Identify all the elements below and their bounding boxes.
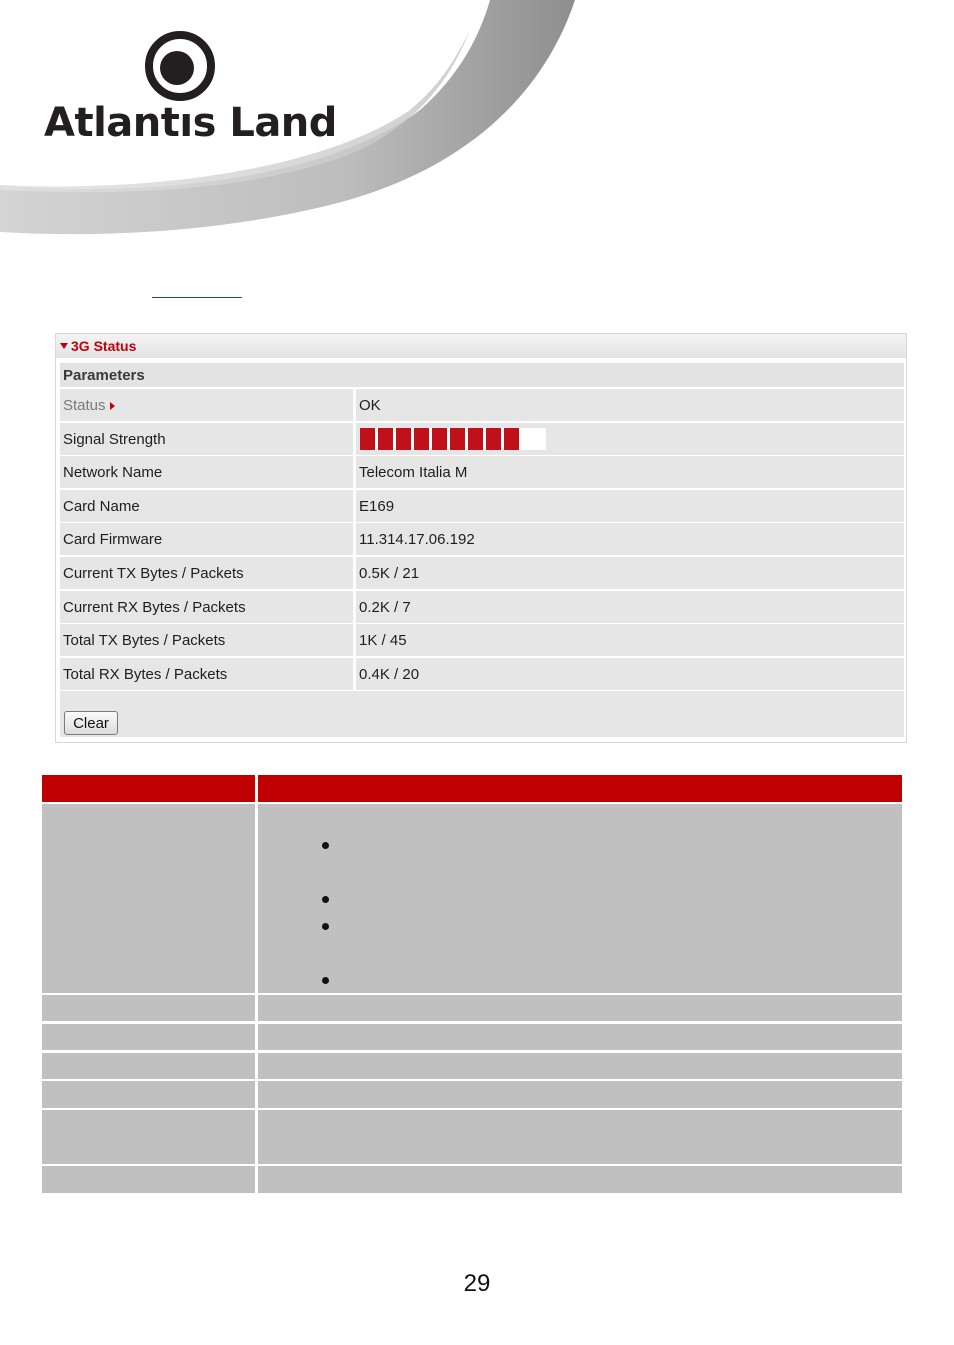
signal-segment <box>504 428 519 450</box>
header-cell-right <box>258 775 902 802</box>
card-name-label: Card Name <box>63 497 140 515</box>
signal-segment <box>396 428 411 450</box>
card-firmware-label: Card Firmware <box>63 531 163 549</box>
row-value-cell <box>356 658 904 690</box>
row-cell-left <box>42 995 255 1021</box>
row-value-cell <box>356 456 904 488</box>
total-rx-label: Total RX Bytes / Packets <box>63 665 228 683</box>
row-value-cell <box>356 624 904 656</box>
row-cell-left <box>42 804 255 993</box>
bullet-icon <box>322 923 329 930</box>
row-label-cell <box>60 456 353 488</box>
header-cell-left <box>42 775 255 802</box>
signal-segment <box>360 428 375 450</box>
status-value: OK <box>359 397 381 414</box>
row-cell-left <box>42 1024 255 1050</box>
table-row-network-name <box>60 456 904 488</box>
signal-segment <box>486 428 501 450</box>
table-row <box>42 804 902 993</box>
row-label-cell <box>60 490 353 522</box>
table-header-row <box>42 775 902 802</box>
row-cell-right <box>258 804 902 993</box>
signal-strength-meter <box>360 428 546 450</box>
clear-button[interactable]: Clear <box>64 711 118 735</box>
signal-segment <box>432 428 447 450</box>
row-cell-left <box>42 1166 255 1193</box>
row-cell-right <box>258 1053 902 1079</box>
signal-segment <box>378 428 393 450</box>
network-name-label: Network Name <box>63 464 163 482</box>
status-link[interactable] <box>63 397 115 414</box>
row-value-cell <box>356 490 904 522</box>
row-cell-right <box>258 1110 902 1164</box>
row-cell-right <box>258 1166 902 1193</box>
card-firmware-value: 11.314.17.06.192 <box>359 531 475 549</box>
row-label-cell <box>60 658 353 690</box>
row-cell-left <box>42 1053 255 1079</box>
row-value-cell <box>356 423 904 455</box>
table-row <box>42 1081 902 1108</box>
row-cell-left <box>42 1110 255 1164</box>
row-label-cell <box>60 423 353 455</box>
row-value-cell <box>356 523 904 555</box>
panel-title-text: 3G Status <box>71 338 137 354</box>
panel-header <box>56 334 906 358</box>
expand-arrow-icon[interactable] <box>110 402 115 410</box>
table-row <box>42 1166 902 1193</box>
bullet-icon <box>322 896 329 903</box>
table-row <box>42 1053 902 1079</box>
parameters-header <box>60 363 904 387</box>
link-underline[interactable] <box>152 297 242 298</box>
current-rx-value: 0.2K / 7 <box>359 598 411 616</box>
row-label-cell <box>60 389 353 421</box>
row-cell-right <box>258 1024 902 1050</box>
bullet-icon <box>322 977 329 984</box>
current-tx-value: 0.5K / 21 <box>359 564 420 582</box>
signal-segment <box>414 428 429 450</box>
row-label-cell <box>60 557 353 589</box>
bullet-icon <box>322 842 329 849</box>
table-row-total-tx <box>60 624 904 656</box>
table-row-current-rx <box>60 591 904 623</box>
current-tx-label: Current TX Bytes / Packets <box>63 564 244 582</box>
table-row-card-name <box>60 490 904 522</box>
row-label-cell <box>60 591 353 623</box>
logo-ring-icon <box>144 30 216 102</box>
row-cell-left <box>42 1081 255 1108</box>
collapse-caret-icon[interactable] <box>60 343 68 349</box>
current-rx-label: Current RX Bytes / Packets <box>63 598 246 616</box>
row-cell-right <box>258 1081 902 1108</box>
actions-bar <box>60 691 904 737</box>
table-row-status <box>60 389 904 421</box>
signal-segment <box>450 428 465 450</box>
card-name-value: E169 <box>359 497 395 515</box>
total-rx-value: 0.4K / 20 <box>359 665 420 683</box>
table-row <box>42 1110 902 1164</box>
atlantis-land-logo <box>44 30 337 150</box>
page-number: 29 <box>463 1270 491 1297</box>
3g-status-panel <box>55 333 907 743</box>
parameters-table <box>60 389 904 691</box>
table-row-current-tx <box>60 557 904 589</box>
row-value-cell <box>356 591 904 623</box>
total-tx-label: Total TX Bytes / Packets <box>63 632 226 650</box>
network-name-value: Telecom Italia M <box>359 464 468 482</box>
status-label[interactable]: Status <box>63 397 106 414</box>
total-tx-value: 1K / 45 <box>359 632 407 650</box>
table-row <box>42 1024 902 1050</box>
table-row <box>42 995 902 1021</box>
row-label-cell <box>60 523 353 555</box>
row-label-cell <box>60 624 353 656</box>
logo-wordmark: Atlantıs Land <box>44 100 337 146</box>
row-value-cell <box>356 557 904 589</box>
table-row-signal-strength <box>60 423 904 455</box>
panel-title[interactable] <box>60 338 136 354</box>
table-row-card-firmware <box>60 523 904 555</box>
row-cell-right <box>258 995 902 1021</box>
signal-segment <box>468 428 483 450</box>
parameters-title: Parameters <box>63 367 145 384</box>
table-row-total-rx <box>60 658 904 690</box>
row-value-cell <box>356 389 904 421</box>
signal-strength-label: Signal Strength <box>63 430 166 448</box>
